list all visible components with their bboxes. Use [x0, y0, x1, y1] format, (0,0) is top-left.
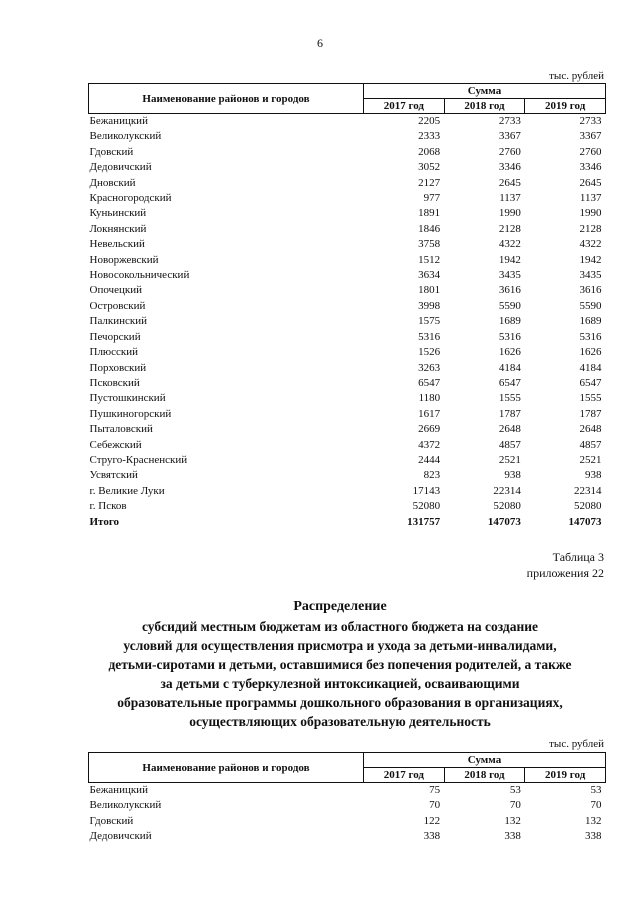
value-2018: 2648 [498, 423, 521, 436]
value-2019: 147073 [568, 515, 602, 528]
value-2018: 1555 [498, 392, 521, 405]
value-2018: 4322 [498, 238, 521, 251]
value-2019: 938 [585, 469, 602, 482]
value-2019: 2733 [579, 115, 602, 127]
table1-header-sum: Сумма [364, 84, 606, 99]
value-2019: 1942 [579, 253, 602, 266]
value-2018: 70 [509, 799, 521, 812]
table-row [89, 829, 606, 844]
district-name: Куньинский [89, 207, 147, 220]
district-name: Бежаницкий [89, 115, 148, 127]
value-2019: 3346 [579, 161, 602, 174]
district-name: Дновский [89, 176, 136, 189]
table-row [89, 361, 606, 376]
value-2018: 53 [509, 784, 521, 796]
table-row [89, 407, 606, 422]
district-name: Опочецкий [89, 284, 142, 297]
table-row [89, 237, 606, 252]
value-2017: 3998 [418, 299, 441, 312]
heading-line: за детьми с туберкулезной интоксикацией, осваивающими [160, 676, 520, 691]
table-row [89, 314, 606, 329]
district-name: Дедовичский [89, 830, 152, 843]
value-2018: 338 [504, 830, 521, 843]
value-2019: 4857 [579, 438, 602, 451]
district-name: Бежаницкий [89, 784, 148, 796]
value-2019: 2760 [579, 145, 602, 158]
value-2018: 1990 [498, 207, 521, 220]
district-name: г. Великие Луки [89, 484, 165, 497]
value-2018: 3616 [498, 284, 521, 297]
value-2019: 53 [590, 784, 602, 796]
value-2019: 3435 [579, 269, 602, 282]
value-2017: 3758 [418, 238, 441, 251]
table2-body [89, 783, 606, 845]
table-row [89, 299, 606, 314]
district-name: Новосокольнический [89, 269, 190, 282]
table-row [89, 798, 606, 813]
heading-line: детьми-сиротами и детьми, оставшимися без попечения родителей, а также [108, 657, 572, 672]
value-2017: 1512 [418, 253, 441, 266]
table-row [89, 438, 606, 453]
value-2018: 1137 [499, 192, 521, 205]
value-2019: 1626 [579, 346, 602, 359]
table-row [89, 176, 606, 191]
value-2019: 2648 [579, 423, 602, 436]
value-2017: 75 [429, 784, 441, 796]
value-2018: 5316 [498, 330, 521, 343]
table2-header-sum: Сумма [364, 753, 606, 768]
table-row [89, 484, 606, 499]
value-2018: 2645 [498, 176, 521, 189]
table2-header-2018: 2018 год [444, 768, 525, 783]
district-name: Усвятский [89, 469, 138, 482]
value-2017: 2669 [418, 423, 441, 436]
value-2019: 6547 [579, 376, 602, 389]
district-name: Псковский [89, 376, 140, 389]
district-name: Порховский [89, 361, 147, 374]
value-2017: 338 [423, 830, 441, 843]
page-number: 6 [317, 36, 323, 50]
value-2019: 338 [585, 830, 602, 843]
table-row [89, 376, 606, 391]
value-2019: 3367 [579, 130, 602, 143]
table-caption-number: Таблица 3 [552, 550, 604, 564]
value-2018: 2760 [498, 145, 521, 158]
value-2018: 22314 [493, 484, 521, 497]
district-name: Палкинский [89, 315, 148, 328]
district-name: Островский [89, 299, 146, 312]
table1-units: тыс. рублей [549, 70, 604, 82]
table-row [89, 253, 606, 268]
value-2018: 1626 [498, 346, 521, 359]
district-name: Дедовичский [89, 161, 152, 174]
table-row [89, 783, 606, 799]
district-name: Великолукский [89, 799, 162, 812]
value-2017: 17143 [412, 484, 441, 497]
table-row [89, 422, 606, 437]
value-2019: 2521 [579, 453, 602, 466]
value-2017: 3634 [418, 269, 441, 282]
value-2018: 4184 [498, 361, 521, 374]
value-2018: 52080 [493, 500, 521, 513]
value-2018: 1942 [498, 253, 521, 266]
value-2018: 3346 [498, 161, 521, 174]
table1-header-2019: 2019 год [525, 99, 606, 114]
table-row [89, 129, 606, 144]
value-2017: 70 [429, 799, 441, 812]
value-2017: 131757 [407, 515, 441, 528]
table-row [89, 345, 606, 360]
value-2017: 1617 [418, 407, 441, 420]
value-2017: 6547 [418, 376, 441, 389]
value-2017: 3263 [418, 361, 441, 374]
value-2017: 122 [423, 814, 441, 827]
value-2017: 977 [423, 192, 441, 205]
table-row [89, 453, 606, 468]
heading-line: субсидий местным бюджетам из областного бюджета на создание [141, 619, 539, 634]
district-name: Струго-Красненский [89, 453, 188, 466]
table-row [89, 283, 606, 298]
district-name: г. Псков [89, 500, 127, 513]
district-name: Итого [89, 515, 120, 528]
table2 [88, 752, 606, 845]
value-2019: 22314 [574, 484, 602, 497]
table-row [89, 391, 606, 406]
value-2017: 4372 [418, 438, 441, 451]
table2-header-name: Наименование районов и городов [89, 753, 364, 783]
table-row [89, 268, 606, 283]
heading-line: осуществляющих образовательную деятельность [189, 714, 491, 729]
value-2019: 1689 [579, 315, 602, 328]
value-2017: 2127 [418, 176, 441, 189]
value-2017: 1846 [418, 222, 441, 235]
table-row [89, 145, 606, 160]
value-2018: 3435 [498, 269, 521, 282]
district-name: Пыталовский [89, 423, 153, 436]
value-2019: 70 [590, 799, 602, 812]
table-row [89, 515, 606, 530]
table2-header-2017: 2017 год [364, 768, 445, 783]
value-2017: 1180 [418, 392, 441, 405]
district-name: Пушкиногорский [89, 407, 172, 420]
table-row [89, 222, 606, 237]
district-name: Пустошкинский [89, 392, 166, 405]
value-2019: 1990 [579, 207, 602, 220]
district-name: Печорский [89, 330, 141, 343]
district-name: Себежский [89, 438, 142, 451]
value-2018: 2521 [498, 453, 521, 466]
heading-line: условий для осуществления присмотра и ухода за детьми-инвалидами, [123, 638, 557, 653]
value-2017: 823 [423, 469, 441, 482]
table-row [89, 330, 606, 345]
district-name: Новоржевский [89, 253, 159, 266]
value-2018: 2733 [498, 115, 521, 127]
value-2017: 1526 [418, 346, 441, 359]
value-2017: 3052 [418, 161, 441, 174]
value-2019: 1137 [579, 192, 602, 205]
value-2019: 52080 [574, 500, 602, 513]
table1-body [89, 114, 606, 530]
value-2019: 5590 [579, 299, 602, 312]
district-name: Гдовский [89, 814, 134, 827]
value-2017: 2444 [418, 453, 441, 466]
table1 [88, 83, 606, 530]
value-2019: 4184 [579, 361, 602, 374]
table-row [89, 191, 606, 206]
table-row [89, 468, 606, 483]
section-heading [100, 597, 580, 731]
district-name: Невельский [89, 238, 145, 251]
district-name: Плюсский [89, 346, 139, 359]
value-2018: 132 [504, 814, 521, 827]
value-2018: 1689 [498, 315, 521, 328]
table2-header-2019: 2019 год [525, 768, 606, 783]
district-name: Великолукский [89, 130, 162, 143]
value-2019: 2645 [579, 176, 602, 189]
table-caption [527, 549, 604, 581]
table-row [89, 206, 606, 221]
district-name: Локнянский [89, 222, 147, 235]
table-row [89, 114, 606, 130]
heading-title: Распределение [293, 599, 387, 614]
value-2017: 1575 [418, 315, 441, 328]
value-2019: 1555 [579, 392, 602, 405]
value-2018: 4857 [498, 438, 521, 451]
value-2018: 2128 [498, 222, 521, 235]
value-2017: 5316 [418, 330, 441, 343]
table-row [89, 160, 606, 175]
value-2019: 4322 [579, 238, 602, 251]
value-2018: 5590 [498, 299, 521, 312]
value-2018: 147073 [487, 515, 521, 528]
table1-header-2018: 2018 год [444, 99, 525, 114]
table2-units: тыс. рублей [549, 738, 604, 750]
table-caption-appendix: приложения 22 [526, 566, 604, 580]
value-2017: 2333 [418, 130, 441, 143]
value-2019: 5316 [579, 330, 602, 343]
value-2017: 2205 [418, 115, 441, 127]
table-row [89, 814, 606, 829]
value-2017: 2068 [418, 145, 441, 158]
value-2018: 1787 [498, 407, 521, 420]
table-row [89, 499, 606, 514]
value-2017: 1891 [418, 207, 441, 220]
district-name: Красногородский [89, 192, 172, 205]
value-2018: 3367 [498, 130, 521, 143]
value-2019: 2128 [579, 222, 602, 235]
table1-header-name: Наименование районов и городов [89, 84, 364, 114]
value-2019: 1787 [579, 407, 602, 420]
value-2018: 938 [504, 469, 521, 482]
value-2019: 3616 [579, 284, 602, 297]
value-2017: 1801 [418, 284, 441, 297]
value-2018: 6547 [498, 376, 521, 389]
value-2019: 132 [585, 814, 602, 827]
district-name: Гдовский [89, 145, 134, 158]
heading-line: образовательные программы дошкольного образования в организациях, [117, 695, 563, 710]
table1-header-2017: 2017 год [364, 99, 445, 114]
value-2017: 52080 [412, 500, 441, 513]
